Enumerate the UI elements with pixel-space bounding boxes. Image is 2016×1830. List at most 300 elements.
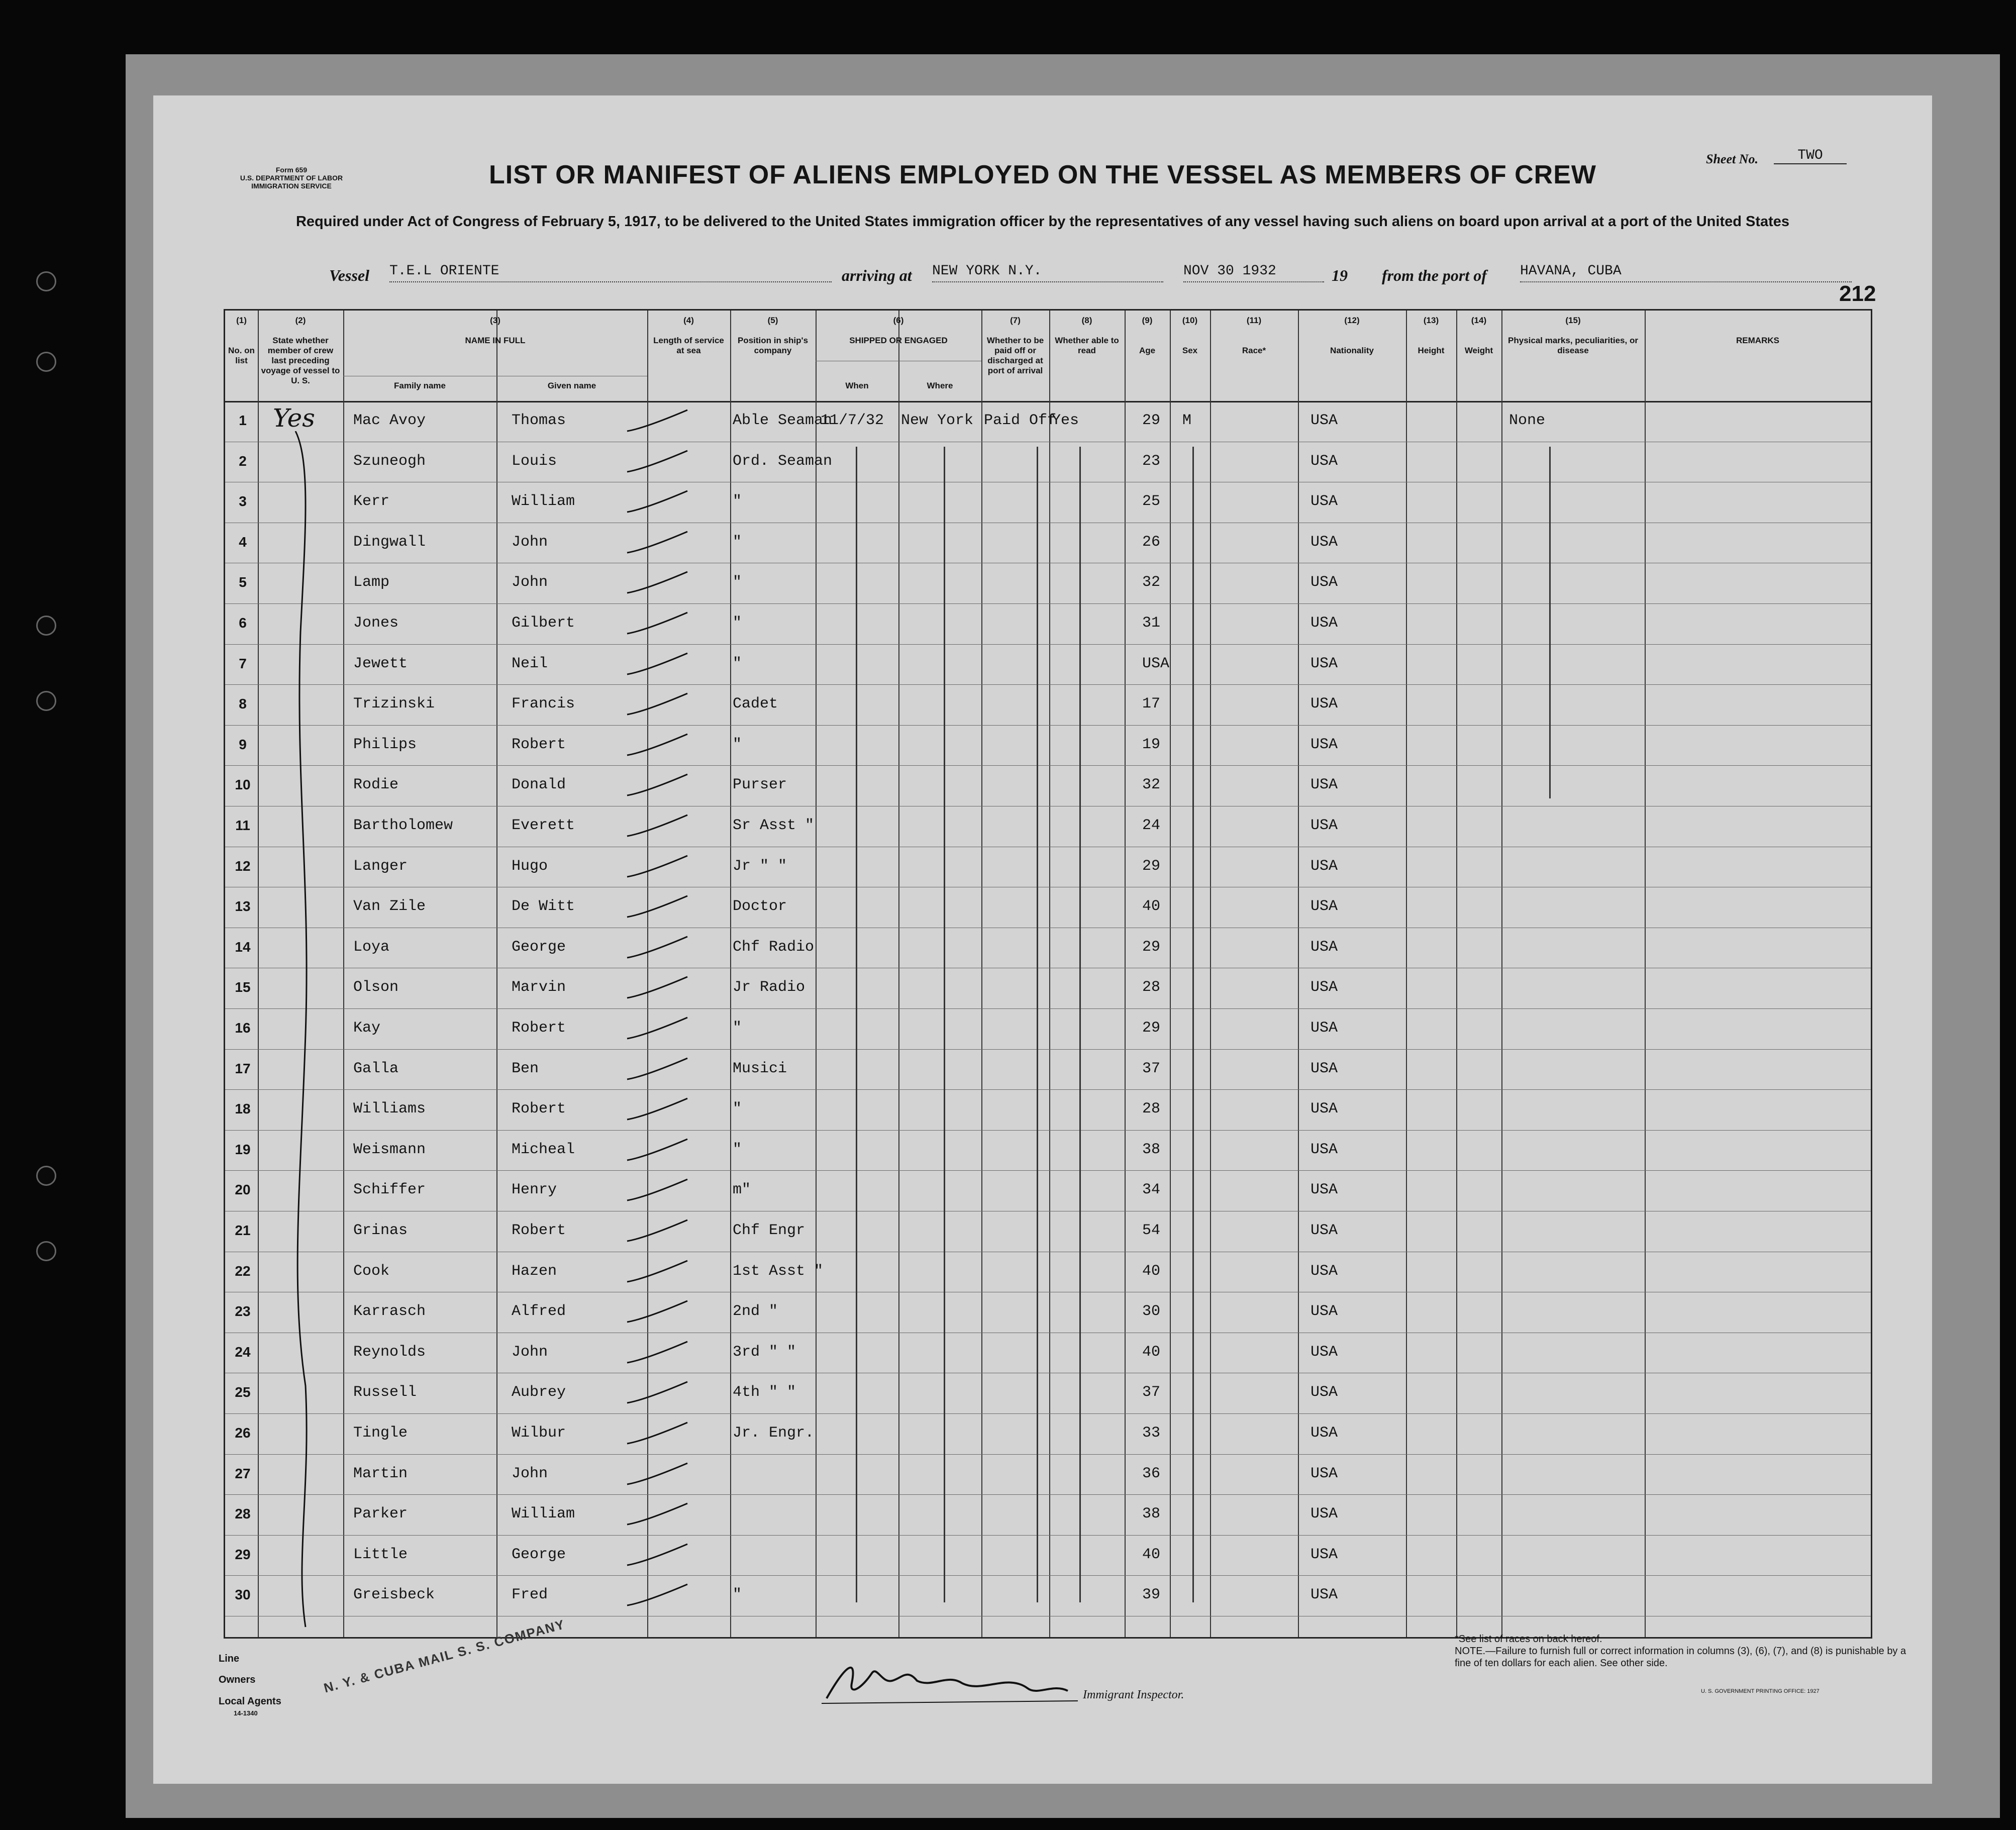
column-number: (12) (1344, 316, 1360, 325)
cell-no: 2 (239, 453, 247, 469)
cell-nat: USA (1311, 1505, 1338, 1523)
cell-read: Yes (1052, 412, 1079, 429)
subheader-when: When (845, 381, 869, 390)
cell-family: Dingwall (353, 533, 426, 551)
cell-age: 32 (1142, 574, 1161, 591)
column-rule (1049, 311, 1050, 1637)
year-label: 19 (1332, 266, 1348, 284)
cell-nat: USA (1311, 1384, 1338, 1401)
column-header (983, 316, 1048, 376)
form-code: 14-1340 (234, 1709, 258, 1717)
inspector-signature (817, 1653, 1098, 1713)
document-number: 212 (1839, 281, 1876, 306)
cell-position: " (733, 1020, 742, 1037)
cell-nat: USA (1311, 1222, 1338, 1239)
cell-family: Williams (353, 1100, 426, 1118)
row-rule (225, 765, 1871, 766)
cell-no: 14 (235, 939, 251, 955)
cell-nat: USA (1311, 938, 1338, 956)
cell-position: " (733, 533, 742, 551)
cell-nat: USA (1311, 817, 1338, 834)
cell-given: Wilbur (512, 1425, 566, 1442)
arriving-port: NEW YORK N.Y. (932, 263, 1163, 282)
column-header (1212, 316, 1296, 356)
cell-no: 26 (235, 1425, 251, 1441)
column-number: (13) (1423, 316, 1439, 325)
binder-hole (36, 271, 56, 291)
cell-age: 38 (1142, 1505, 1161, 1523)
cell-given: Henry (512, 1181, 557, 1199)
column-label: Age (1139, 346, 1156, 355)
cell-age: 40 (1142, 1343, 1161, 1361)
column-number: (1) (236, 316, 247, 325)
column-rule (981, 311, 982, 1637)
cell-nat: USA (1311, 776, 1338, 794)
column-header (1407, 316, 1455, 356)
column-rule (1501, 311, 1502, 1637)
cell-paid: Paid Off (984, 412, 1057, 429)
cell-no: 23 (235, 1303, 251, 1319)
vessel-label: Vessel (329, 266, 369, 284)
binder-hole (36, 691, 56, 711)
check-mark (622, 1459, 692, 1489)
cell-age: 17 (1142, 695, 1161, 713)
cell-no: 4 (239, 534, 247, 550)
ditto-stroke (856, 447, 857, 1602)
cell-no: 21 (235, 1223, 251, 1238)
cell-family: Reynolds (353, 1343, 426, 1361)
column-label: Height (1418, 346, 1445, 355)
cell-no: 7 (239, 655, 247, 671)
cell-nat: USA (1311, 1425, 1338, 1442)
column-label: Whether able to read (1055, 336, 1119, 355)
cell-family: Bartholomew (353, 817, 453, 834)
cell-no: 16 (235, 1020, 251, 1036)
cell-family: Philips (353, 736, 417, 753)
binder-hole (36, 1166, 56, 1186)
cell-age: USA (1142, 655, 1170, 672)
cell-where: New York (901, 412, 974, 429)
cell-nat: USA (1311, 412, 1338, 429)
column-label: Physical marks, peculiarities, or disease (1508, 336, 1638, 355)
check-mark (622, 487, 692, 517)
column-label: Whether to be paid off or discharged at port of arrival (986, 336, 1044, 375)
check-mark (622, 852, 692, 882)
race-note: *See list of races on back hereof. (1455, 1634, 1602, 1645)
column-number: (4) (683, 316, 694, 325)
cell-position: " (733, 1586, 742, 1604)
row-rule (225, 1170, 1871, 1171)
cell-age: 24 (1142, 817, 1161, 834)
binder-hole (36, 616, 56, 636)
row-rule (225, 1535, 1871, 1536)
cell-nat: USA (1311, 1060, 1338, 1077)
cell-nat: USA (1311, 1181, 1338, 1199)
cell-age: 54 (1142, 1222, 1161, 1239)
cell-no: 20 (235, 1182, 251, 1198)
company-stamp: N. Y. & CUBA MAIL S. S. COMPANY (322, 1616, 567, 1696)
printer-imprint: U. S. GOVERNMENT PRINTING OFFICE: 1927 (1701, 1688, 1820, 1694)
column-header (1299, 316, 1404, 356)
cell-given: John (512, 1465, 548, 1482)
cell-given: Fred (512, 1586, 548, 1604)
cell-no: 1 (239, 413, 247, 428)
cell-age: 40 (1142, 898, 1161, 916)
cell-family: Little (353, 1546, 408, 1563)
cell-family: Kay (353, 1020, 381, 1037)
agents-label: Local Agents (219, 1696, 281, 1707)
cell-age: 36 (1142, 1465, 1161, 1482)
cell-no: 29 (235, 1546, 251, 1562)
column-rule (1456, 311, 1457, 1637)
cell-nat: USA (1311, 1343, 1338, 1361)
cell-no: 10 (235, 777, 251, 793)
cell-family: Weismann (353, 1141, 426, 1158)
cell-position: " (733, 655, 742, 672)
cell-given: Hazen (512, 1262, 557, 1280)
cell-given: Donald (512, 776, 566, 794)
cell-position: Jr. Engr. (733, 1425, 815, 1442)
service-name: IMMIGRATION SERVICE (251, 182, 332, 190)
cell-given: Gilbert (512, 615, 575, 632)
cell-no: 27 (235, 1465, 251, 1481)
arriving-label: arriving at (842, 266, 912, 284)
column-header (1051, 316, 1123, 356)
column-header (732, 316, 814, 356)
column-rule (343, 311, 344, 1637)
cell-family: Lamp (353, 574, 390, 591)
column-label: Nationality (1330, 346, 1374, 355)
cell-age: 40 (1142, 1262, 1161, 1280)
cell-family: Kerr (353, 493, 390, 511)
subheader-given: Given name (547, 381, 596, 390)
cell-age: 33 (1142, 1425, 1161, 1442)
check-mark (622, 447, 692, 477)
cell-family: Karrasch (353, 1303, 426, 1320)
row-rule (225, 1130, 1871, 1131)
check-mark (622, 649, 692, 679)
cell-nat: USA (1311, 1546, 1338, 1563)
check-mark (622, 1135, 692, 1165)
cell-given: John (512, 533, 548, 551)
cell-no: 25 (235, 1384, 251, 1400)
from-port-label: from the port of (1382, 266, 1487, 284)
cell-nat: USA (1311, 1262, 1338, 1280)
row-rule (225, 725, 1871, 726)
handwritten-yes: Yes (273, 403, 315, 433)
check-mark (622, 1499, 692, 1530)
column-rule (730, 311, 731, 1637)
row-rule (225, 1494, 1871, 1495)
cell-given: William (512, 1505, 575, 1523)
cell-nat: USA (1311, 1586, 1338, 1604)
cell-given: Robert (512, 1100, 566, 1118)
column-label: SHIPPED OR ENGAGED (849, 336, 948, 345)
cell-age: 38 (1142, 1141, 1161, 1158)
cell-position: Musici (733, 1060, 787, 1077)
cell-age: 37 (1142, 1060, 1161, 1077)
cell-given: Louis (512, 452, 557, 470)
cell-no: 28 (235, 1506, 251, 1522)
check-mark (622, 1580, 692, 1610)
cell-age: 34 (1142, 1181, 1161, 1199)
check-mark (622, 1338, 692, 1368)
cell-age: 23 (1142, 452, 1161, 470)
check-mark (622, 1054, 692, 1084)
cell-position: Sr Asst " (733, 817, 815, 834)
row-rule (225, 1575, 1871, 1576)
cell-no: 6 (239, 615, 247, 631)
cell-given: Aubrey (512, 1384, 566, 1401)
check-mark (622, 1297, 692, 1327)
column-header (817, 316, 980, 346)
column-rule (496, 311, 497, 1637)
column-rule (1125, 311, 1126, 1637)
cell-no: 9 (239, 736, 247, 752)
row-rule (225, 1008, 1871, 1009)
cell-age: 28 (1142, 979, 1161, 996)
cell-nat: USA (1311, 1100, 1338, 1118)
check-mark (622, 892, 692, 922)
check-mark (622, 1013, 692, 1044)
cell-position: 4th " " (733, 1384, 796, 1401)
binder-hole (36, 352, 56, 372)
cell-given: Micheal (512, 1141, 575, 1158)
cell-given: Robert (512, 736, 566, 753)
cell-nat: USA (1311, 1303, 1338, 1320)
column-header (1458, 316, 1500, 356)
check-mark (622, 1378, 692, 1408)
ditto-stroke (1037, 447, 1038, 1602)
cell-no: 13 (235, 898, 251, 914)
cell-no: 11 (235, 818, 250, 833)
check-mark (622, 933, 692, 963)
cell-nat: USA (1311, 493, 1338, 511)
cell-family: Martin (353, 1465, 408, 1482)
row-rule (225, 1089, 1871, 1090)
column-header (345, 316, 646, 346)
owners-label: Owners (219, 1674, 256, 1685)
ditto-stroke (1549, 447, 1551, 798)
cell-given: John (512, 574, 548, 591)
cell-position: Cadet (733, 695, 778, 713)
cell-position: m" (733, 1181, 751, 1199)
cell-given: Hugo (512, 857, 548, 875)
cell-position: 1st Asst " (733, 1262, 824, 1280)
cell-family: Van Zile (353, 898, 426, 916)
check-mark (622, 770, 692, 800)
cell-no: 8 (239, 696, 247, 712)
department-name: U.S. DEPARTMENT OF LABOR (240, 174, 343, 182)
cell-given: De Witt (512, 898, 575, 916)
cell-position: Chf Radio (733, 938, 815, 956)
cell-no: 30 (235, 1587, 251, 1603)
cell-given: Neil (512, 655, 548, 672)
cell-no: 12 (235, 858, 251, 874)
column-number: (7) (1010, 316, 1021, 325)
column-header (649, 316, 729, 356)
cell-position: 3rd " " (733, 1343, 796, 1361)
cell-given: William (512, 493, 575, 511)
cell-family: Greisbeck (353, 1586, 435, 1604)
cell-age: 29 (1142, 938, 1161, 956)
column-header (1171, 316, 1208, 356)
column-rule (816, 311, 817, 1637)
cell-no: 15 (235, 979, 251, 995)
cell-position: Able Seaman (733, 412, 833, 429)
cell-age: 30 (1142, 1303, 1161, 1320)
departure-port: HAVANA, CUBA (1520, 263, 1852, 282)
check-mark (622, 528, 692, 558)
cell-family: Galla (353, 1060, 399, 1077)
ditto-stroke (1079, 447, 1081, 1602)
cell-position: Jr " " (733, 857, 787, 875)
cell-family: Grinas (353, 1222, 408, 1239)
check-mark (622, 1094, 692, 1125)
cell-given: Robert (512, 1020, 566, 1037)
cell-family: Jones (353, 615, 399, 632)
check-mark (622, 1175, 692, 1205)
cell-age: 26 (1142, 533, 1161, 551)
cell-position: " (733, 615, 742, 632)
column-number: (11) (1246, 316, 1262, 325)
check-mark (622, 1216, 692, 1246)
check-mark (622, 1540, 692, 1570)
row-rule (225, 603, 1871, 604)
cell-age: 28 (1142, 1100, 1161, 1118)
column-header (259, 316, 342, 386)
cell-nat: USA (1311, 655, 1338, 672)
cell-nat: USA (1311, 857, 1338, 875)
cell-age: 40 (1142, 1546, 1161, 1563)
column-number: (9) (1142, 316, 1153, 325)
cell-given: George (512, 1546, 566, 1563)
crew-table (224, 309, 1872, 1639)
column-number: (8) (1081, 316, 1092, 325)
sheet-number-label: Sheet No. (1706, 152, 1758, 166)
header-rule (225, 401, 1871, 402)
cell-position: 2nd " (733, 1303, 778, 1320)
cell-given: Marvin (512, 979, 566, 996)
cell-family: Olson (353, 979, 399, 996)
column-number: (3) (490, 316, 500, 325)
cell-given: Thomas (512, 412, 566, 429)
cell-nat: USA (1311, 452, 1338, 470)
column-rule (1170, 311, 1171, 1637)
column-number: (15) (1565, 316, 1581, 325)
cell-age: 37 (1142, 1384, 1161, 1401)
cell-family: Langer (353, 857, 408, 875)
column-rule (1210, 311, 1211, 1637)
cell-nat: USA (1311, 574, 1338, 591)
column-rule (1406, 311, 1407, 1637)
column-header (227, 316, 256, 366)
check-mark (622, 608, 692, 639)
cell-age: 25 (1142, 493, 1161, 511)
column-number: (14) (1471, 316, 1487, 325)
cell-position: Ord. Seaman (733, 452, 833, 470)
column-number: (10) (1182, 316, 1198, 325)
column-label: Sex (1182, 346, 1198, 355)
cell-age: 29 (1142, 857, 1161, 875)
cell-position: Doctor (733, 898, 787, 916)
column-number: (5) (767, 316, 778, 325)
check-mark (622, 730, 692, 760)
cell-no: 19 (235, 1141, 251, 1157)
cell-nat: USA (1311, 979, 1338, 996)
cell-no: 17 (235, 1060, 251, 1076)
manifest-sheet (153, 95, 1932, 1784)
arrival-date: NOV 30 1932 (1183, 263, 1324, 282)
check-mark (622, 1257, 692, 1287)
ditto-stroke (1192, 447, 1194, 1602)
column-header (1503, 316, 1643, 356)
ditto-line (275, 431, 336, 1637)
cell-age: 32 (1142, 776, 1161, 794)
column-number: (6) (893, 316, 904, 325)
row-rule (225, 1454, 1871, 1455)
column-label: State whether member of crew last preceding voyage of vessel to U. S. (261, 336, 340, 385)
column-label: Race* (1242, 346, 1266, 355)
column-label: Weight (1464, 346, 1493, 355)
column-rule (898, 311, 899, 1637)
check-mark (622, 689, 692, 720)
cell-position: " (733, 574, 742, 591)
page-title: LIST OR MANIFEST OF ALIENS EMPLOYED ON THE VESSEL AS MEMBERS OF CREW (489, 160, 1596, 189)
cell-family: Parker (353, 1505, 408, 1523)
column-label: No. on list (228, 346, 255, 365)
cell-given: Alfred (512, 1303, 566, 1320)
line-label: Line (219, 1653, 240, 1664)
cell-family: Russell (353, 1384, 417, 1401)
column-label: Length of service at sea (653, 336, 724, 355)
vessel-name: T.E.L ORIENTE (389, 263, 832, 282)
column-rule (1298, 311, 1299, 1637)
cell-family: Schiffer (353, 1181, 426, 1199)
cell-no: 5 (239, 574, 247, 590)
cell-when: 11/7/32 (821, 412, 884, 429)
row-rule (225, 644, 1871, 645)
cell-age: 29 (1142, 412, 1161, 429)
column-number: (2) (295, 316, 306, 325)
page-subtitle: Required under Act of Congress of February 5, 1917, to be delivered to the United States immigration officer by the representatives of any vessel having such aliens on board upon arrival at a port of the United States (295, 214, 1790, 230)
cell-position: Jr Radio (733, 979, 805, 996)
cell-position: Purser (733, 776, 787, 794)
sheet-number-value: TWO (1774, 148, 1847, 164)
column-header (1126, 316, 1168, 356)
cell-no: 24 (235, 1344, 251, 1360)
column-label: Position in ship's company (737, 336, 809, 355)
cell-age: 31 (1142, 615, 1161, 632)
cell-given: Robert (512, 1222, 566, 1239)
cell-nat: USA (1311, 533, 1338, 551)
cell-nat: USA (1311, 695, 1338, 713)
cell-age: 19 (1142, 736, 1161, 753)
cell-family: Jewett (353, 655, 408, 672)
cell-nat: USA (1311, 898, 1338, 916)
cell-family: Rodie (353, 776, 399, 794)
cell-position: " (733, 1100, 742, 1118)
cell-age: 29 (1142, 1020, 1161, 1037)
cell-nat: USA (1311, 615, 1338, 632)
cell-nat: USA (1311, 1020, 1338, 1037)
cell-given: George (512, 938, 566, 956)
cell-family: Trizinski (353, 695, 435, 713)
form-number: Form 659 (275, 166, 308, 174)
cell-position: " (733, 493, 742, 511)
column-rule (1645, 311, 1646, 1637)
cell-nat: USA (1311, 1141, 1338, 1158)
